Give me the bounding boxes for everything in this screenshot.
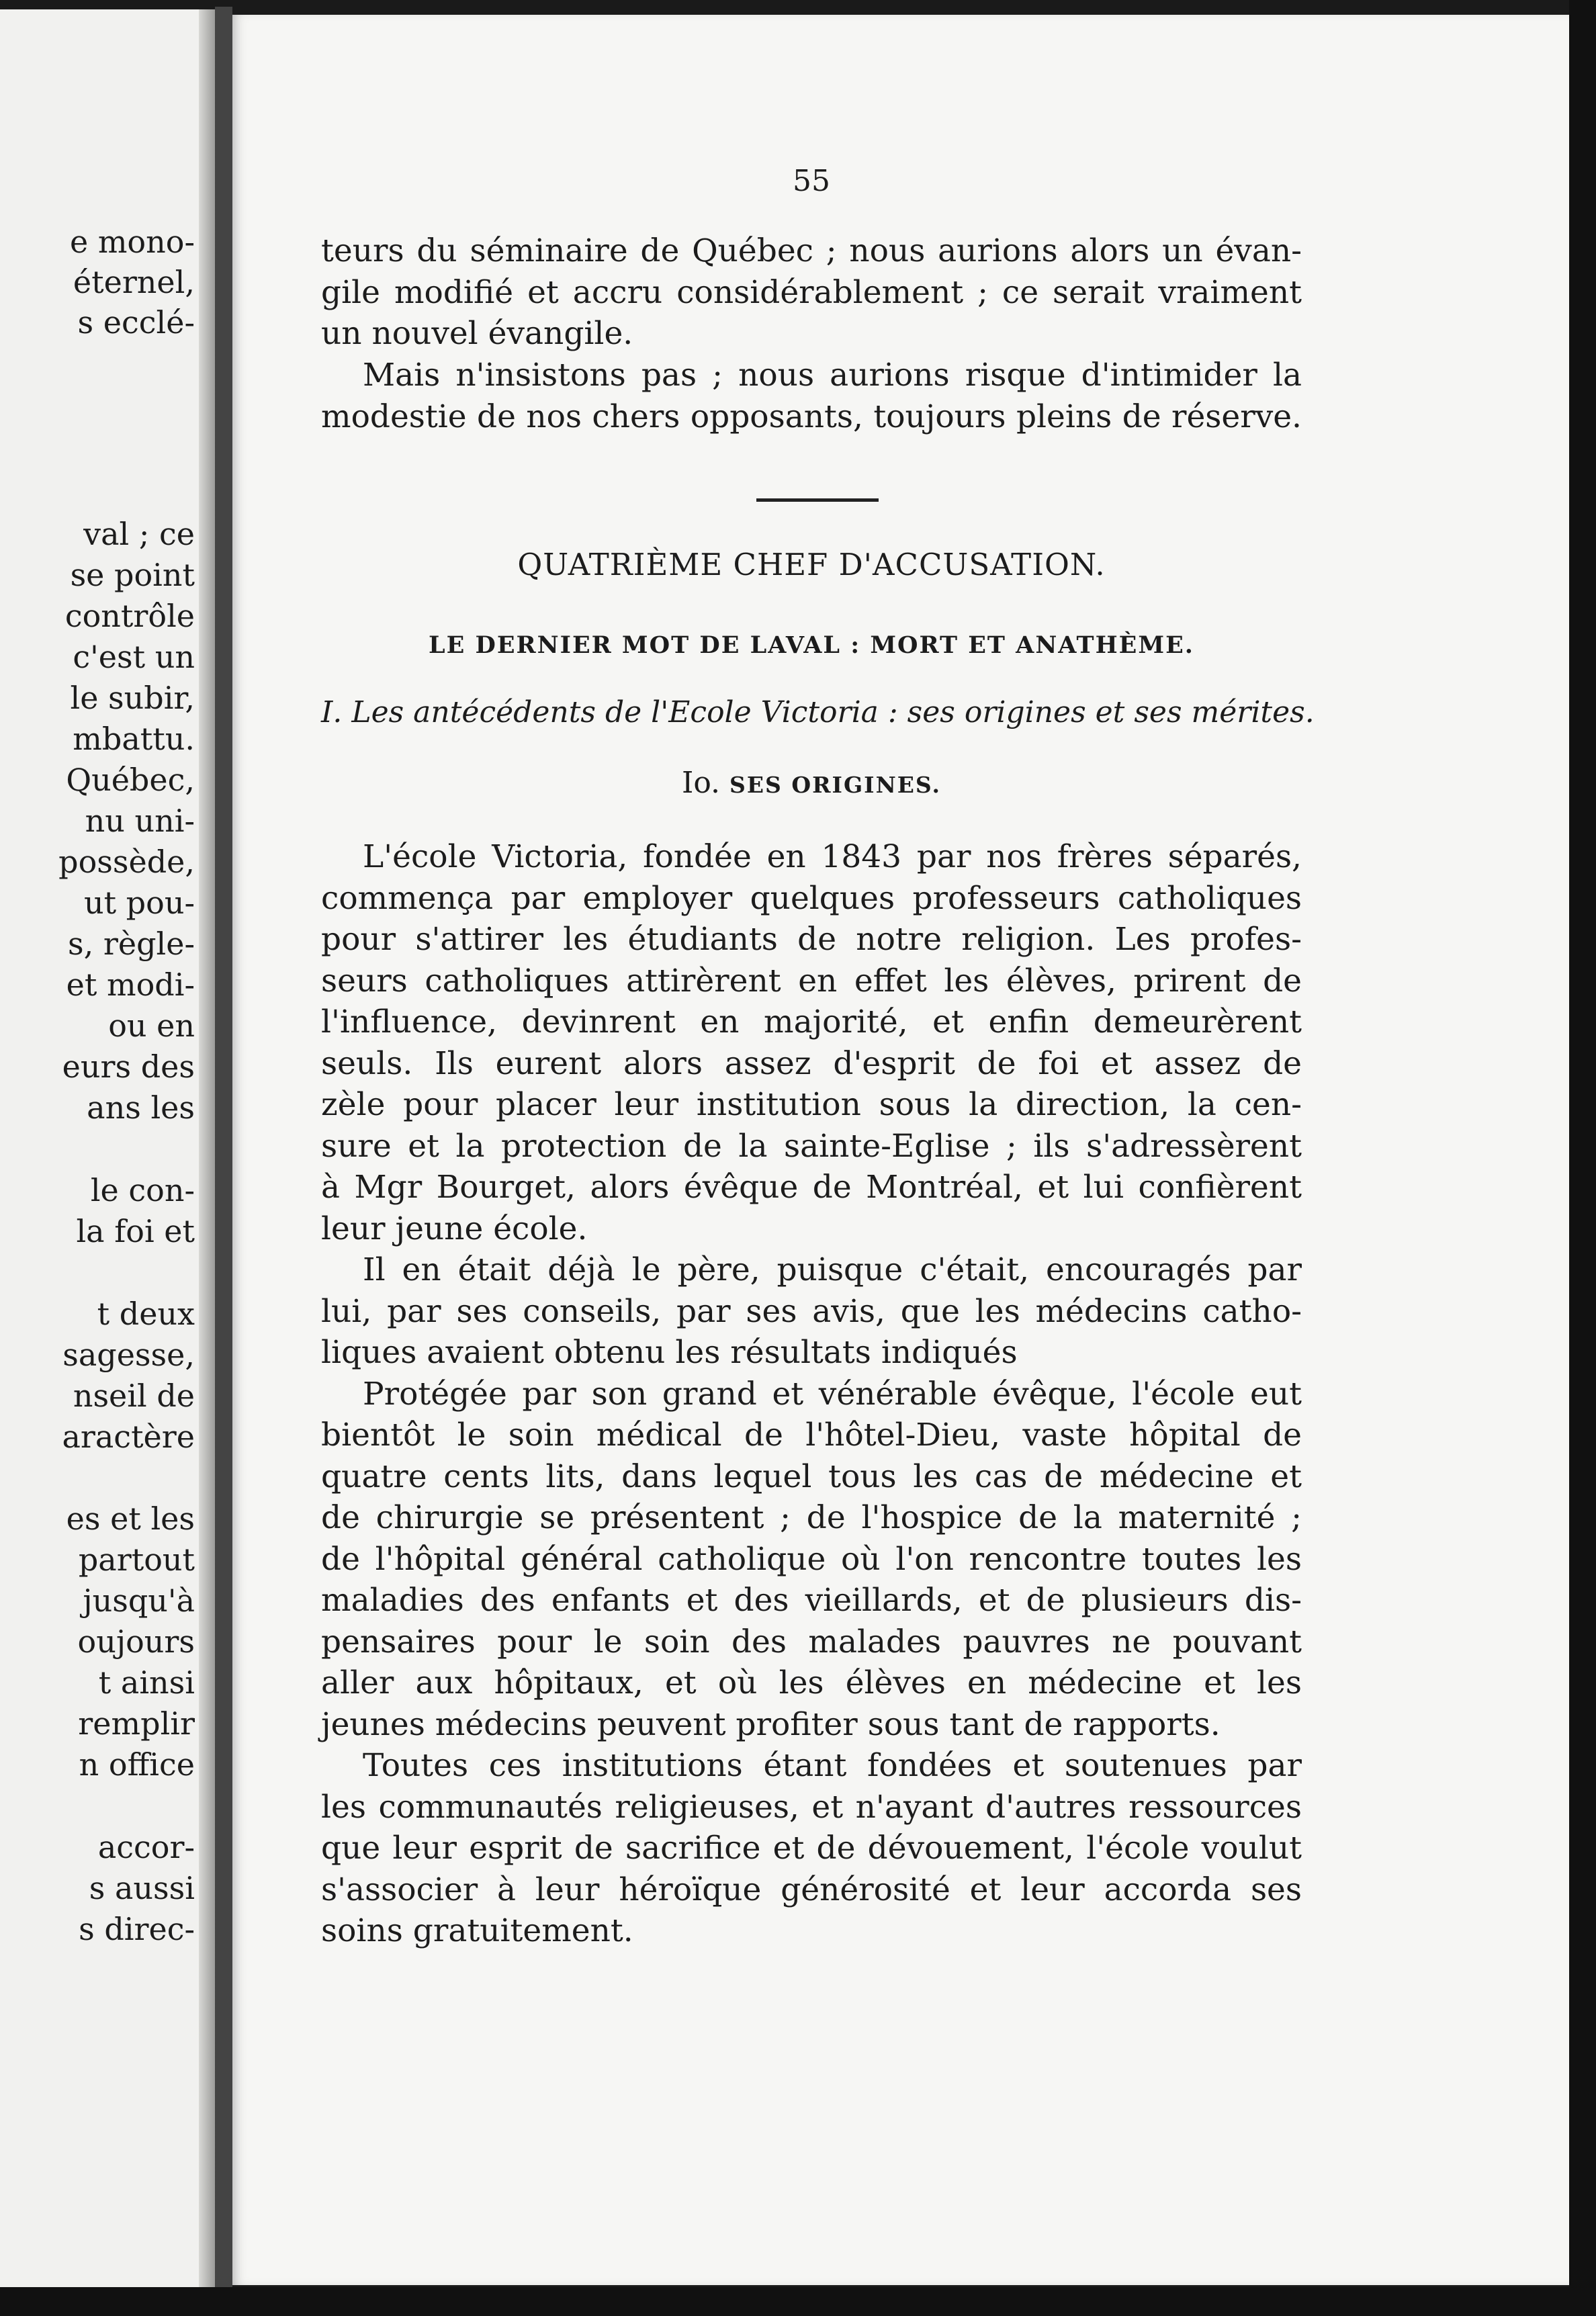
left-page-line: remplir	[78, 1705, 195, 1742]
left-page-line: s aussi	[89, 1870, 195, 1906]
left-page-line: possède,	[58, 844, 195, 880]
left-page-line: c'est un	[73, 639, 195, 675]
left-page-line: ou en	[108, 1008, 195, 1044]
left-page-line: n office	[79, 1746, 195, 1783]
left-page-line: le subir,	[70, 680, 195, 716]
left-page-line: éternel,	[73, 264, 195, 300]
text-line: soins gratuitement.	[321, 1912, 633, 1949]
text-line: Il en était déjà le père, puisque c'était, encouragés par	[363, 1251, 1302, 1288]
book-gutter	[215, 7, 232, 2304]
left-page-line: t deux	[97, 1296, 195, 1332]
text-line: modestie de nos chers opposants, toujours pleins de réserve.	[321, 398, 1302, 435]
text-line: sure et la protection de la sainte-Eglise ; ils s'adressèrent	[321, 1127, 1302, 1165]
text-line: leur jeune école.	[321, 1210, 588, 1247]
text-line: s'associer à leur héroïque générosité et leur accorda ses	[321, 1871, 1302, 1908]
left-page-line: la foi et	[76, 1213, 195, 1249]
text-line: quatre cents lits, dans lequel tous les cas de médecine et	[321, 1458, 1302, 1495]
left-page-line: se point	[70, 557, 195, 593]
subsection-title	[321, 762, 1302, 806]
scan-border-right	[1569, 0, 1596, 2316]
left-page-line: contrôle	[64, 598, 195, 634]
left-page-line: jusqu'à	[83, 1583, 195, 1619]
left-page-line: es et les	[66, 1501, 195, 1537]
text-line: de chirurgie se présentent ; de l'hospice de la maternité ;	[321, 1499, 1302, 1536]
text-line: de l'hôpital général catholique où l'on rencontre toutes les	[321, 1540, 1302, 1578]
left-page-line: mbattu.	[73, 721, 195, 757]
text-line: un nouvel évangile.	[321, 315, 633, 352]
text-line: Toutes ces institutions étant fondées et soutenues par	[363, 1747, 1302, 1784]
text-line: zèle pour placer leur institution sous la direction, la cen-	[321, 1086, 1302, 1123]
text-line: gile modifié et accru considérablement ; ce serait vraiment	[321, 273, 1302, 311]
left-page-line: Québec,	[66, 762, 195, 798]
left-page-line: partout	[78, 1542, 195, 1578]
text-line: pour s'attirer les étudiants de notre religion. Les profes-	[321, 921, 1302, 958]
text-line: liques avaient obtenu les résultats indiqués	[321, 1334, 1018, 1371]
text-line: seuls. Ils eurent alors assez d'esprit de foi et assez de	[321, 1044, 1302, 1082]
left-page-line: aractère	[62, 1419, 195, 1455]
text-line: bientôt le soin médical de l'hôtel-Dieu, vaste hôpital de	[321, 1417, 1302, 1454]
left-page-line: eurs des	[62, 1049, 195, 1085]
left-page-line: e mono-	[69, 224, 195, 260]
left-page-line: nu uni-	[85, 803, 195, 839]
section-rule	[756, 498, 879, 502]
text-line: les communautés religieuses, et n'ayant d'autres ressources	[321, 1788, 1302, 1826]
text-line: pensaires pour le soin des malades pauvres ne pouvant	[321, 1623, 1302, 1660]
text-line: l'influence, devinrent en majorité, et enfin demeurèrent	[321, 1004, 1302, 1040]
text-line: aller aux hôpitaux, et où les élèves en médecine et les	[321, 1664, 1302, 1701]
left-page-line: oujours	[77, 1623, 195, 1660]
text-line: L'école Victoria, fondée en 1843 par nos frères séparés,	[363, 838, 1302, 875]
left-page-line: nseil de	[73, 1378, 195, 1414]
text-line: que leur esprit de sacrifice et de dévouement, l'école voulut	[321, 1830, 1302, 1867]
left-page-line: t ainsi	[98, 1664, 195, 1701]
text-line: Mais n'insistons pas ; nous aurions risque d'intimider la	[363, 357, 1302, 394]
subsection-number: Io.	[681, 766, 721, 800]
left-page-line: val ; ce	[83, 516, 195, 552]
page-shadow	[199, 9, 215, 2293]
text-line: maladies des enfants et des vieillards, et de plusieurs dis-	[321, 1582, 1302, 1619]
text-line: lui, par ses conseils, par ses avis, que les médecins catho-	[321, 1292, 1302, 1330]
scan-border-bottom	[0, 2287, 1596, 2316]
left-page-line: ans les	[87, 1089, 195, 1126]
left-facing-page	[0, 9, 199, 2293]
left-page-line: ut pou-	[83, 885, 195, 921]
text-line: jeunes médecins peuvent profiter sous tant de rapports.	[321, 1705, 1221, 1743]
page-number: 55	[793, 164, 830, 198]
left-page-line: accor-	[97, 1829, 195, 1865]
left-page-line: s ecclé-	[77, 304, 195, 341]
chapter-title: QUATRIÈME CHEF D'ACCUSATION.	[517, 547, 1106, 582]
left-page-line: sagesse,	[62, 1337, 195, 1373]
chapter-subtitle: LE DERNIER MOT DE LAVAL : MORT ET ANATHÈME.	[429, 631, 1194, 659]
text-line: seurs catholiques attirèrent en effet les élèves, prirent de	[321, 962, 1302, 999]
section-title: I. Les antécédents de l'Ecole Victoria : ses origines et ses mérites.	[321, 695, 1315, 729]
left-page-line: s, règle-	[68, 926, 195, 962]
left-page-line: le con-	[90, 1172, 195, 1208]
text-line: Protégée par son grand et vénérable évêque, l'école eut	[363, 1375, 1302, 1413]
left-page-line: et modi-	[66, 967, 195, 1003]
subsection-label: SES ORIGINES.	[729, 772, 942, 798]
text-line: commença par employer quelques professeurs catholiques	[321, 879, 1302, 917]
text-line: à Mgr Bourget, alors évêque de Montréal, et lui confièrent	[321, 1169, 1302, 1206]
left-page-line: s direc-	[79, 1911, 195, 1947]
text-line: teurs du séminaire de Québec ; nous aurions alors un évan-	[321, 232, 1302, 269]
